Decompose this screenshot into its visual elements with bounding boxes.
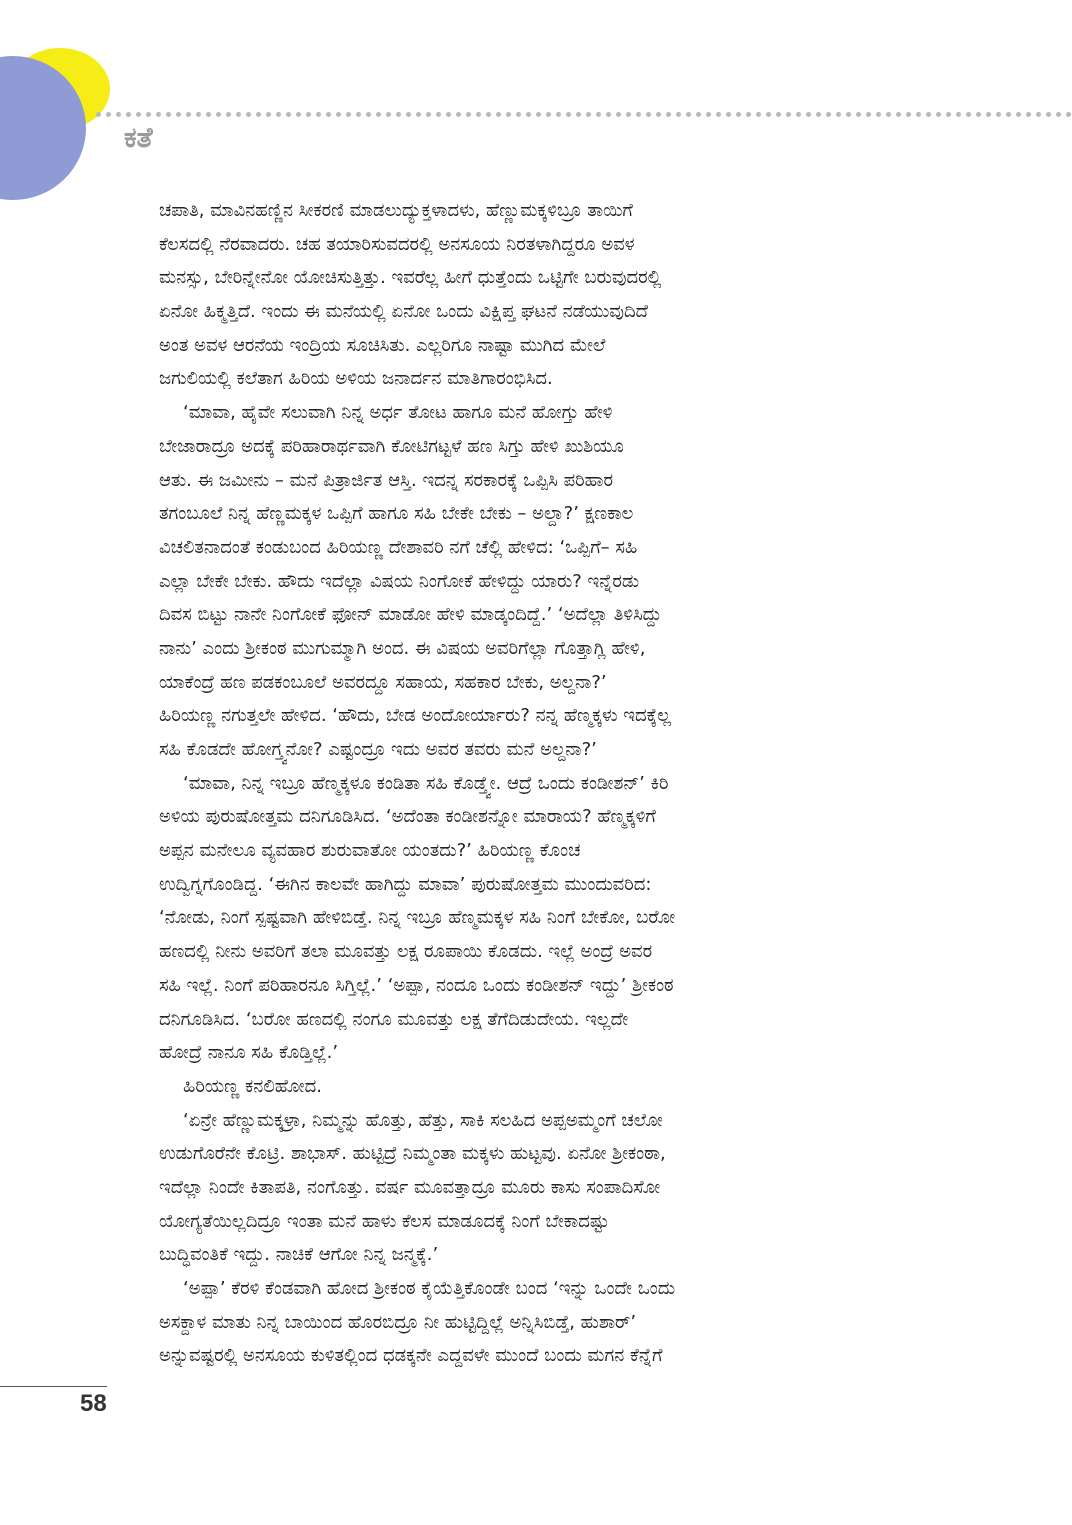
text-line: ಹಿರಿಯಣ್ಣ ನಗುತ್ತಲೇ ಹೇಳಿದ. ‘ಹೌದು, ಬೇಡ ಅಂದೋರ್ಯಾರು? ನನ್ನ ಹೆಣ್ಮಕ್ಕಳು ಇದಕ್ಕೆಲ್ಲ xyxy=(159,705,671,727)
text-line: ಬುದ್ಧಿವಂತಿಕೆ ಇದ್ದು. ನಾಚಿಕೆ ಆಗೋ ನಿನ್ನ ಜನ್ಮಕ್ಕೆ.’ xyxy=(159,1244,439,1266)
text-line: ಯಾಕೆಂದ್ರೆ ಹಣ ಪಡಕಂಬೂಲೆ ಅವರದ್ದೂ ಸಹಾಯ, ಸಹಕಾರ ಬೇಕು, ಅಲ್ದನಾ?’ xyxy=(159,671,607,693)
text-line: ಅಸಕ್ದಾಳ ಮಾತು ನಿನ್ನ ಬಾಯಿಂದ ಹೊರಬಿದ್ರೂ ನೀ ಹುಟ್ಟಿದ್ದಿಲ್ಲೆ ಅನ್ನಿಸಿಬಿಡ್ತೆ, ಹುಶಾರ್’ xyxy=(159,1311,637,1333)
text-line: ದನಿಗೂಡಿಸಿದ. ‘ಬರೋ ಹಣದಲ್ಲಿ ನಂಗೂ ಮೂವತ್ತು ಲಕ್ಷ ತೆಗೆದಿಡುದೇಯ. ಇಲ್ಲದೇ xyxy=(159,1008,629,1030)
text-line: ಚಪಾತಿ, ಮಾವಿನಹಣ್ಣಿನ ಸೀಕರಣಿ ಮಾಡಲುದ್ಯುಕ್ತಳಾದಳು, ಹೆಣ್ಣುಮಕ್ಕಳಿಬ್ರೂ ತಾಯಿಗೆ xyxy=(159,200,633,221)
text-line: ಮನಸ್ಸು, ಬೇರಿನ್ನೇನೋ ಯೋಚಿಸುತ್ತಿತ್ತು. ಇವರೆಲ್ಲ ಹೀಗೆ ಧುತ್ತೆಂದು ಒಟ್ಟಿಗೇ ಬರುವುದರಲ್ಲಿ xyxy=(159,267,662,289)
text-line: ಹಣದಲ್ಲಿ ನೀನು ಅವರಿಗೆ ತಲಾ ಮೂವತ್ತು ಲಕ್ಷ ರೂಪಾಯಿ ಕೊಡದು. ಇಲ್ಲೆ ಅಂದ್ರೆ ಅವರ xyxy=(159,941,653,963)
text-line: ಅಪ್ಪನ ಮನೇಲೂ ವ್ಯವಹಾರ ಶುರುವಾತೋ ಯಂತದು?’ ಹಿರಿಯಣ್ಣ ಕೊಂಚ xyxy=(159,840,581,862)
text-line: ‘ಅಪ್ಪಾ’ ಕೆರಳಿ ಕೆಂಡವಾಗಿ ಹೋದ ಶ್ರೀಕಂಠ ಕೈಯೆತ್ತಿಕೊಂಡೇ ಬಂದ ‘ಇನ್ನು ಒಂದೇ ಒಂದು xyxy=(183,1278,676,1299)
text-line: ಅಂತ ಅವಳ ಆರನೆಯ ಇಂದ್ರಿಯ ಸೂಚಿಸಿತು. ಎಲ್ಲರಿಗೂ ನಾಷ್ಟಾ ಮುಗಿದ ಮೇಲೆ xyxy=(159,334,606,356)
page-number-rule xyxy=(0,1386,107,1387)
text-line: ದಿವಸ ಬಿಟ್ಟು ನಾನೇ ನಿಂಗೋಕೆ ಫೋನ್ ಮಾಡೋ ಹೇಳಿ ಮಾಡ್ಕಂದಿದ್ದೆ.’ ‘ಅದೆಲ್ಲಾ ತಿಳಿಸಿದ್ದು xyxy=(159,604,662,626)
page-number: 58 xyxy=(80,1390,107,1417)
story-text xyxy=(159,194,915,1373)
text-line: ‘ಮಾವಾ, ಹೈವೇ ಸಲುವಾಗಿ ನಿನ್ನ ಅರ್ಧ ತೋಟ ಹಾಗೂ ಮನೆ ಹೋಗ್ತು ಹೇಳಿ xyxy=(183,402,613,424)
text-line: ಕೆಲಸದಲ್ಲಿ ನೆರವಾದರು. ಚಹ ತಯಾರಿಸುವದರಲ್ಲಿ ಅನಸೂಯ ನಿರತಳಾಗಿದ್ದರೂ ಅವಳ xyxy=(159,233,635,255)
text-line: ಸಹಿ ಇಲ್ಲೆ. ನಿಂಗೆ ಪರಿಹಾರನೂ ಸಿಗ್ತಿಲ್ಲೆ.’ ‘ಅಪ್ಪಾ, ನಂದೂ ಒಂದು ಕಂಡೀಶನ್ ಇದ್ದು’ ಶ್ರೀಕಂಠ xyxy=(159,974,674,996)
text-line: ಅಳಿಯ ಪುರುಷೋತ್ತಮ ದನಿಗೂಡಿಸಿದ. ‘ಅದೆಂತಾ ಕಂಡೀಶನ್ನೋ ಮಾರಾಯ? ಹೆಣ್ಮಕ್ಕಳಿಗೆ xyxy=(159,806,656,828)
text-line: ಹಿರಿಯಣ್ಣ ಕನಲಿಹೋದ. xyxy=(183,1075,322,1097)
section-label: ಕತೆ xyxy=(124,121,153,154)
text-line: ‘ಮಾವಾ, ನಿನ್ನ ಇಬ್ರೂ ಹೆಣ್ಮಕ್ಕಳೂ ಕಂಡಿತಾ ಸಹಿ ಕೊಡ್ತ್ವೇ. ಆದ್ರೆ ಒಂದು ಕಂಡೀಶನ್’ ಕಿರಿ xyxy=(183,772,669,794)
text-line: ಆತು. ಈ ಜಮೀನು – ಮನೆ ಪಿತ್ರಾರ್ಜಿತ ಆಸ್ತಿ. ಇದನ್ನ ಸರಕಾರಕ್ಕೆ ಒಪ್ಪಿಸಿ ಪರಿಹಾರ xyxy=(159,469,613,491)
text-line: ಇದೆಲ್ಲಾ ನಿಂದೇ ಕಿತಾಪತಿ, ನಂಗೊತ್ತು. ವರ್ಷ ಮೂವತ್ತಾದ್ರೂ ಮೂರು ಕಾಸು ಸಂಪಾದಿಸೋ xyxy=(159,1176,661,1198)
text-line: ಹೋದ್ರೆ ನಾನೂ ಸಹಿ ಕೊಡ್ತಿಲ್ಲೆ.’ xyxy=(159,1042,339,1064)
text-line: ಅನ್ನುವಷ್ಟರಲ್ಲಿ ಅನಸೂಯ ಕುಳಿತಲ್ಲಿಂದ ಧಡಕ್ಕನೇ ಎದ್ದವಳೇ ಮುಂದೆ ಬಂದು ಮಗನ ಕೆನ್ನೆಗೆ xyxy=(159,1345,663,1367)
text-line: ಯೋಗ್ಯತೆಯಿಲ್ಲದಿದ್ರೂ ಇಂತಾ ಮನೆ ಹಾಳು ಕೆಲಸ ಮಾಡೂದಕ್ಕೆ ನಿಂಗೆ ಬೇಕಾದಷ್ಟು xyxy=(159,1210,610,1232)
text-line: ತಗಂಬೂಲೆ ನಿನ್ನ ಹೆಣ್ಣಮಕ್ಕಳ ಒಪ್ಪಿಗೆ ಹಾಗೂ ಸಹಿ ಬೇಕೇ ಬೇಕು – ಅಲ್ದಾ?’ ಕ್ಷಣಕಾಲ xyxy=(159,503,634,525)
text-line: ವಿಚಲಿತನಾದಂತೆ ಕಂಡುಬಂದ ಹಿರಿಯಣ್ಣ ದೇಶಾವರಿ ನಗೆ ಚೆಲ್ಲಿ ಹೇಳಿದ: ‘ಒಪ್ಪಿಗೆ– ಸಹಿ xyxy=(159,536,638,558)
text-line: ಸಹಿ ಕೊಡದೇ ಹೋಗ್ತ್ವನೋ? ಎಷ್ಟಂದ್ರೂ ಇದು ಅವರ ತವರು ಮನೆ ಅಲ್ದನಾ?’ xyxy=(159,739,597,760)
dotted-header-rule xyxy=(96,112,1072,117)
text-line: ‘ನೋಡು, ನಿಂಗೆ ಸ್ಪಷ್ಟವಾಗಿ ಹೇಳಿಬಿಡ್ತೆ. ನಿನ್ನ ಇಬ್ರೂ ಹೆಣ್ಮಮಕ್ಕಳ ಸಹಿ ನಿಂಗೆ ಬೇಕೋ, ಬರೋ xyxy=(159,907,676,929)
text-line: ಉಡುಗೊರೆನೇ ಕೊಟ್ರಿ. ಶಾಭಾಸ್. ಹುಟ್ಟಿದ್ರೆ ನಿಮ್ಮಂತಾ ಮಕ್ಕಳು ಹುಟ್ಟವು. ಏನೋ ಶ್ರೀಕಂಠಾ, xyxy=(159,1143,666,1165)
text-line: ‘ಏನ್ರೇ ಹೆಣ್ಣುಮಕ್ಕಳ್ರಾ, ನಿಮ್ಮನ್ನು ಹೊತ್ತು, ಹೆತ್ತು, ಸಾಕಿ ಸಲಹಿದ ಅಪ್ಪಅಮ್ಮಂಗೆ ಚಲೋ xyxy=(183,1109,663,1131)
text-line: ಬೇಜಾರಾದ್ರೂ ಅದಕ್ಕೆ ಪರಿಹಾರಾರ್ಥವಾಗಿ ಕೋಟಿಗಟ್ಟಳೆ ಹಣ ಸಿಗ್ತು ಹೇಳಿ ಖುಶಿಯೂ xyxy=(159,435,624,457)
text-line: ಉದ್ವಿಗ್ನಗೊಂಡಿದ್ದ. ‘ಈಗಿನ ಕಾಲವೇ ಹಾಗಿದ್ದು ಮಾವಾ’ ಪುರುಷೋತ್ತಮ ಮುಂದುವರಿದ: xyxy=(159,873,652,895)
text-line: ಎಲ್ಲಾ ಬೇಕೇ ಬೇಕು. ಹೌದು ಇದೆಲ್ಲಾ ವಿಷಯ ನಿಂಗೋಕೆ ಹೇಳಿದ್ದು ಯಾರು? ಇನ್ನೆರಡು xyxy=(159,570,640,592)
text-line: ನಾನು’ ಎಂದು ಶ್ರೀಕಂಠ ಮುಗುಮ್ಮಾಗಿ ಅಂದ. ಈ ವಿಷಯ ಅವರಿಗೆಲ್ಲಾ ಗೊತ್ತಾಗ್ಲಿ ಹೇಳಿ, xyxy=(159,637,646,659)
text-line: ಏನೋ ಹಿಕ್ಮತ್ತಿದೆ. ಇಂದು ಈ ಮನೆಯಲ್ಲಿ ಏನೋ ಒಂದು ವಿಕ್ಷಿಪ್ತ ಘಟನೆ ನಡೆಯುವುದಿದೆ xyxy=(159,301,648,323)
text-line: ಜಗುಲಿಯಲ್ಲಿ ಕಲೆತಾಗ ಹಿರಿಯ ಅಳಿಯ ಜನಾರ್ದನ ಮಾತಿಗಾರಂಭಿಸಿದ. xyxy=(159,368,553,390)
